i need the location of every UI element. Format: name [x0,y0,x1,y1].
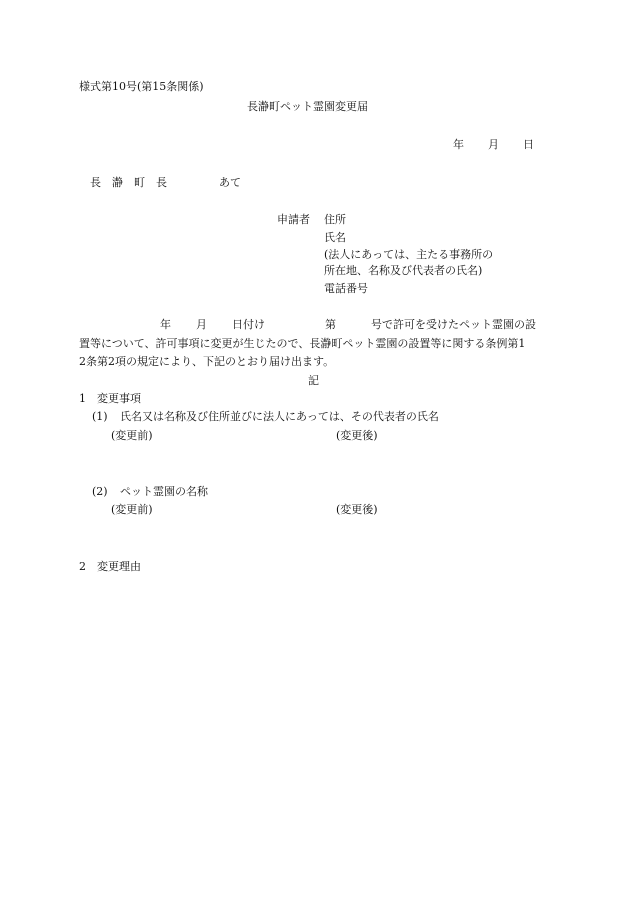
section1-number: 1 [79,392,86,405]
date-day-label: 日 [523,138,534,151]
item1-number: (1) [92,410,108,423]
applicant-name-label: 氏名 [324,231,346,244]
body-dated-label: 日付け [232,318,265,331]
applicant-phone-label: 電話番号 [324,282,368,295]
section2-number: 2 [79,560,86,573]
applicant-corporate-note-1: (法人にあっては、主たる事務所の [324,248,494,261]
date-year-label: 年 [453,138,464,151]
item2-after-label: (変更後) [336,503,378,516]
body-year-label: 年 [160,318,171,331]
body-number-prefix: 第 [325,318,336,331]
addressee-honorific: あて [219,176,241,189]
form-number: 様式第10号(第15条関係) [79,80,204,93]
body-line3: 2条第2項の規定により、下記のとおり届け出ます。 [79,355,335,368]
item1-after-label: (変更後) [336,429,378,442]
item2-number: (2) [92,485,108,498]
item2-before-label: (変更前) [111,503,153,516]
item2-text: ペット霊園の名称 [120,485,208,498]
section2-title: 変更理由 [97,560,141,573]
item1-text: 氏名又は名称及び住所並びに法人にあっては、その代表者の氏名 [120,410,439,423]
applicant-label: 申請者 [277,213,310,226]
applicant-corporate-note-2: 所在地、名称及び代表者の氏名) [324,264,483,277]
document-title: 長瀞町ペット霊園変更届 [247,100,368,113]
body-line1-rest: 号で許可を受けたペット霊園の設 [371,318,536,331]
note-heading: 記 [308,374,319,387]
body-line2: 置等について、許可事項に変更が生じたので、長瀞町ペット霊園の設置等に関する条例第1 [79,337,526,350]
date-month-label: 月 [488,138,499,151]
addressee-name: 長 瀞 町 長 [90,176,167,189]
body-month-label: 月 [196,318,207,331]
item1-before-label: (変更前) [111,429,153,442]
applicant-address-label: 住所 [324,213,346,226]
section1-title: 変更事項 [97,392,141,405]
